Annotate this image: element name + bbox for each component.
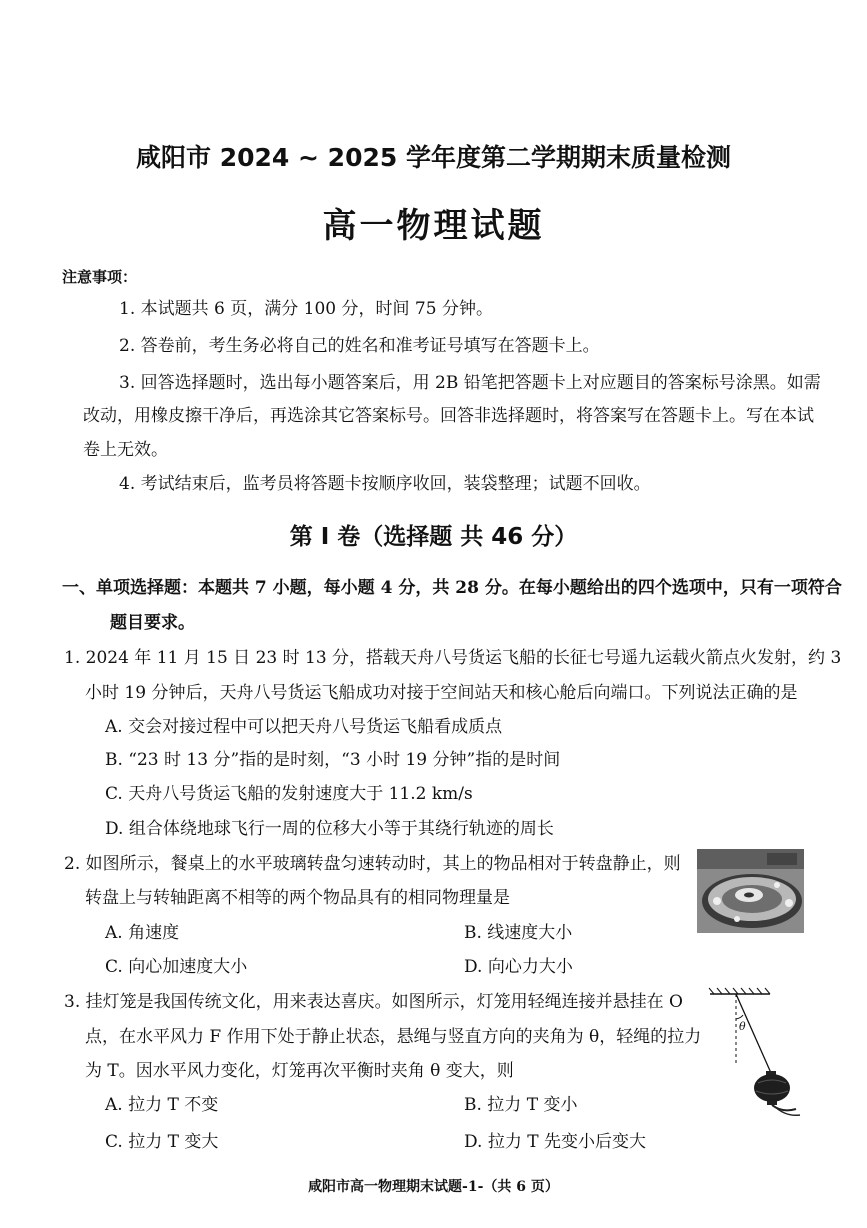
question-3-option-a: A. 拉力 T 不变 <box>105 1095 219 1115</box>
notice-item: 3. 回答选择题时，选出每小题答案后，用 2B 铅笔把答题卡上对应题目的答案标号涂黑。如需 <box>119 373 821 393</box>
question-2-option-a: A. 角速度 <box>105 923 180 943</box>
question-1-option-d: D. 组合体绕地球飞行一周的位移大小等于其绕行轨迹的周长 <box>105 819 554 839</box>
question-1-stem: 1. 2024 年 11 月 15 日 23 时 13 分，搭载天舟八号货运飞船的长征七号遥九运载火箭点火发射，约 3 <box>64 648 842 668</box>
question-3-stem-cont: 点，在水平风力 F 作用下处于静止状态，悬绳与竖直方向的夹角为 θ，轻绳的拉力 <box>85 1027 702 1047</box>
turntable-photo <box>697 849 804 933</box>
question-3-option-c: C. 拉力 T 变大 <box>105 1132 219 1152</box>
notice-item: 4. 考试结束后，监考员将答题卡按顺序收回，装袋整理；试题不回收。 <box>119 474 651 494</box>
question-2-option-c: C. 向心加速度大小 <box>105 957 248 977</box>
question-1-option-c: C. 天舟八号货运飞船的发射速度大于 11.2 km/s <box>105 784 473 804</box>
question-1-option-a: A. 交会对接过程中可以把天舟八号货运飞船看成质点 <box>105 717 503 737</box>
page-footer: 咸阳市高一物理期末试题-1-（共 6 页） <box>308 1179 559 1195</box>
question-2-stem: 2. 如图所示，餐桌上的水平玻璃转盘匀速转动时，其上的物品相对于转盘静止，则 <box>64 854 681 874</box>
question-3-stem-cont: 为 T。因水平风力变化，灯笼再次平衡时夹角 θ 变大，则 <box>85 1061 514 1081</box>
lantern-diagram <box>706 985 806 1120</box>
question-1-option-b: B. “23 时 13 分”指的是时刻，“3 小时 19 分钟”指的是时间 <box>105 750 561 770</box>
notice-item: 1. 本试题共 6 页，满分 100 分，时间 75 分钟。 <box>119 299 493 319</box>
section-title: 第 Ⅰ 卷（选择题 共 46 分） <box>289 524 578 550</box>
question-2-stem-cont: 转盘上与转轴距离不相等的两个物品具有的相同物理量是 <box>85 888 510 908</box>
notice-item: 卷上无效。 <box>83 440 168 460</box>
question-3-stem: 3. 挂灯笼是我国传统文化，用来表达喜庆。如图所示，灯笼用轻绳连接并悬挂在 O <box>64 992 683 1012</box>
question-3-option-d: D. 拉力 T 先变小后变大 <box>464 1132 646 1152</box>
part-heading: 一、单项选择题：本题共 7 小题，每小题 4 分，共 28 分。在每小题给出的四个选项中，只有一项符合 <box>62 578 842 598</box>
part-heading-cont: 题目要求。 <box>110 613 195 633</box>
question-2-option-d: D. 向心力大小 <box>464 957 573 977</box>
question-3-option-b: B. 拉力 T 变小 <box>464 1095 578 1115</box>
question-2-option-b: B. 线速度大小 <box>464 923 573 943</box>
question-1-stem-cont: 小时 19 分钟后，天舟八号货运飞船成功对接于空间站天和核心舱后向端口。下列说法正确的是 <box>85 683 798 703</box>
notice-heading: 注意事项： <box>62 268 138 286</box>
notice-item: 改动，用橡皮擦干净后，再选涂其它答案标号。回答非选择题时，将答案写在答题卡上。写在本试 <box>83 406 814 426</box>
subject-title: 高一物理试题 <box>322 206 545 246</box>
angle-label: θ <box>739 1020 746 1033</box>
exam-title: 咸阳市 2024 ~ 2025 学年度第二学期期末质量检测 <box>136 143 731 172</box>
notice-item: 2. 答卷前，考生务必将自己的姓名和准考证号填写在答题卡上。 <box>119 336 600 356</box>
